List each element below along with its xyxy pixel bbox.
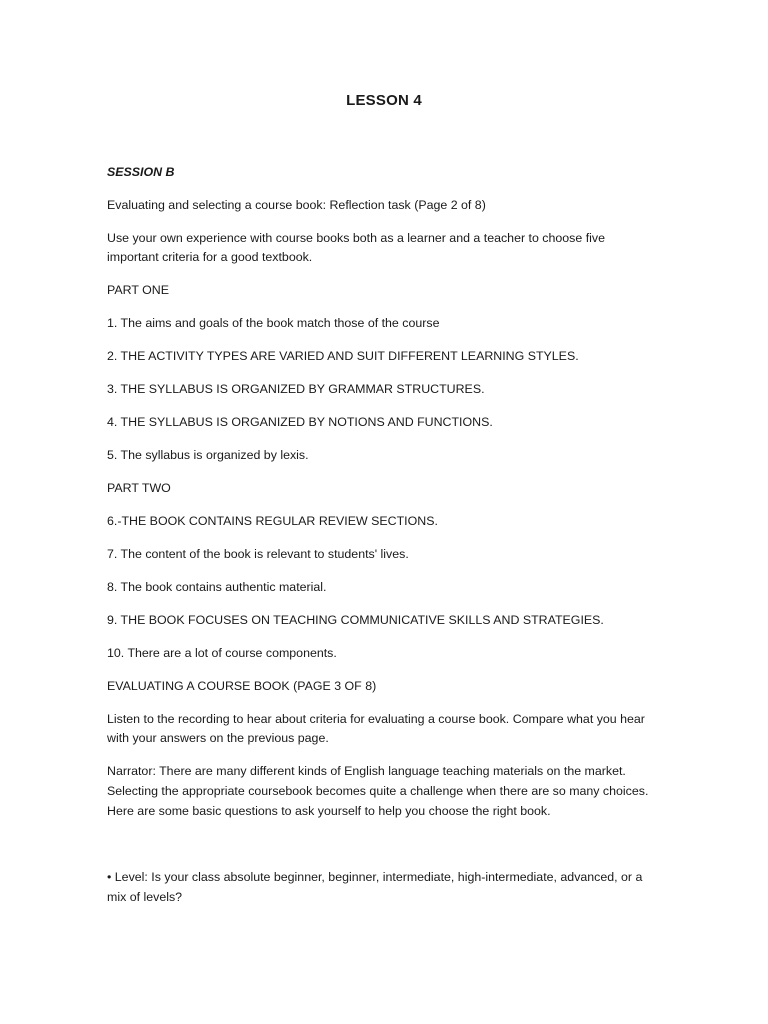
list-item: 4. THE SYLLABUS IS ORGANIZED BY NOTIONS AND FUNCTIONS. [107, 415, 493, 429]
narrator-text-line-2: Selecting the appropriate coursebook becomes quite a challenge when there are so many choices. [107, 784, 649, 798]
list-item: 7. The content of the book is relevant to students' lives. [107, 547, 409, 561]
list-item: 10. There are a lot of course components. [107, 646, 337, 660]
list-item: 6.-THE BOOK CONTAINS REGULAR REVIEW SECTIONS. [107, 514, 438, 528]
evaluating-heading: EVALUATING A COURSE BOOK (PAGE 3 OF 8) [107, 679, 377, 693]
narrator-text-line-1: Narrator: There are many different kinds of English language teaching materials on the market. [107, 764, 626, 778]
level-bullet-line-1: • Level: Is your class absolute beginner, beginner, intermediate, high-intermediate, advanced, or a [107, 870, 643, 884]
part-one-heading: PART ONE [107, 283, 169, 297]
list-item: 5. The syllabus is organized by lexis. [107, 448, 309, 462]
intro-text-line-1: Use your own experience with course books both as a learner and a teacher to choose five [107, 231, 605, 245]
task-heading: Evaluating and selecting a course book: Reflection task (Page 2 of 8) [107, 198, 486, 212]
session-label: SESSION B [107, 165, 175, 179]
level-bullet-line-2: mix of levels? [107, 890, 183, 904]
part-two-heading: PART TWO [107, 481, 171, 495]
list-item: 1. The aims and goals of the book match those of the course [107, 316, 440, 330]
list-item: 2. THE ACTIVITY TYPES ARE VARIED AND SUIT DIFFERENT LEARNING STYLES. [107, 349, 579, 363]
listen-text-line-1: Listen to the recording to hear about criteria for evaluating a course book. Compare what you hear [107, 712, 645, 726]
narrator-text-line-3: Here are some basic questions to ask yourself to help you choose the right book. [107, 804, 551, 818]
listen-text-line-2: with your answers on the previous page. [107, 731, 329, 745]
list-item: 8. The book contains authentic material. [107, 580, 327, 594]
list-item: 3. THE SYLLABUS IS ORGANIZED BY GRAMMAR STRUCTURES. [107, 382, 485, 396]
page-title: LESSON 4 [346, 92, 422, 109]
intro-text-line-2: important criteria for a good textbook. [107, 250, 313, 264]
list-item: 9. THE BOOK FOCUSES ON TEACHING COMMUNICATIVE SKILLS AND STRATEGIES. [107, 613, 604, 627]
